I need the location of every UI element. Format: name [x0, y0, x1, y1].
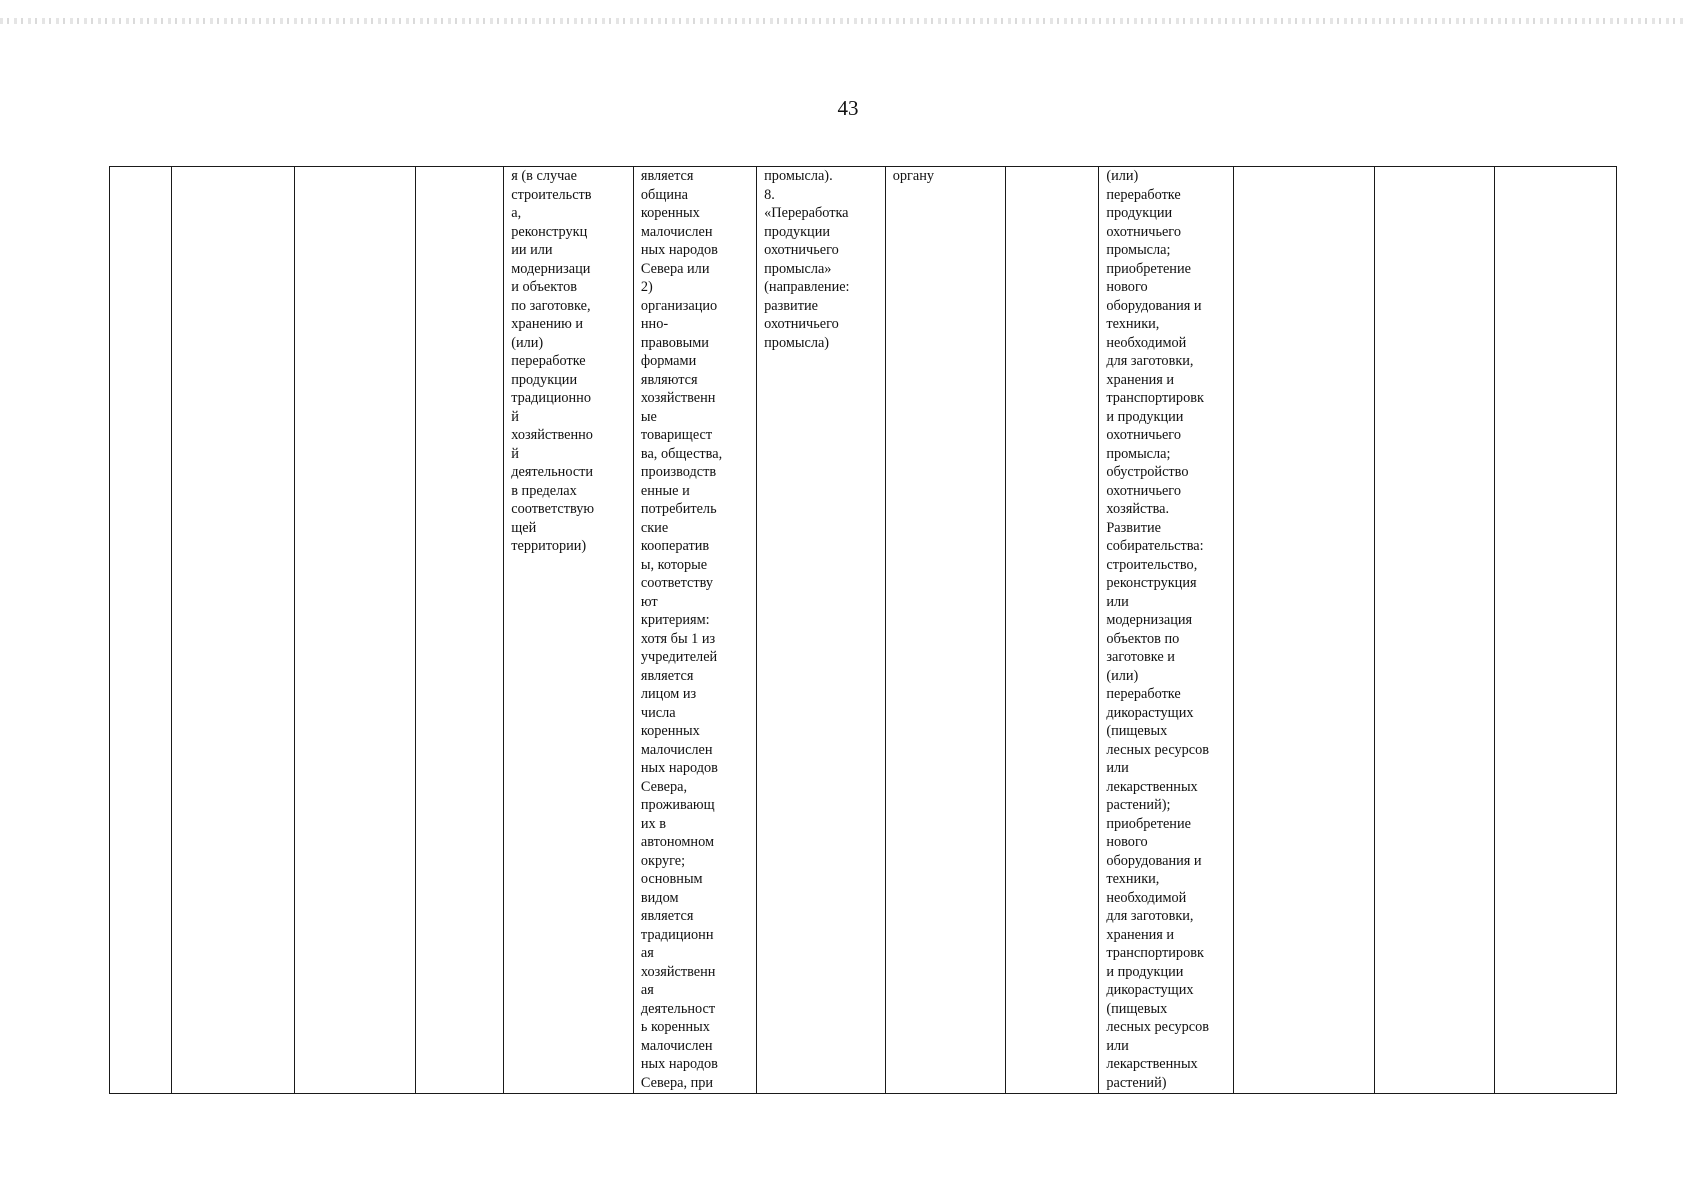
data-table: [109, 166, 1617, 1094]
table-cell-3: [294, 167, 415, 1094]
scan-edge-noise: [0, 18, 1686, 24]
table-cell-8: [885, 167, 1005, 1094]
cell-text-6: является община коренных малочислен ных народов Севера или 2) организацио нно- правовыми формами являются хозяйственн ые товарищест ва, общества, производств енные и потребитель ские кооператив ы, которые соответству ют критериям: хотя бы 1 из учредителей является лицом из числа коренных малочислен ных народов Севера, проживающ их в автономном округе; основным видом является традиционн ая хозяйственн ая деятельност ь коренных малочислен ных народов Севера, при: [640, 168, 723, 1091]
table-cell-7: [757, 167, 886, 1094]
cell-text-10: (или) переработке продукции охотничьего промысла; приобретение нового оборудования и техники, необходимой для заготовки, хранения и транспортировк и продукции охотничьего промысла; обустройство охотничьего хозяйства. Развитие собирательства: строительство, реконструкция или модернизация объектов по заготовке и (или) переработке дикорастущих (пищевых лесных ресурсов или лекарственных растений); приобретение нового оборудования и техники, необходимой для заготовки, хранения и транспортировк и продукции дикорастущих (пищевых лесных ресурсов или лекарственных растений): [1106, 168, 1210, 1091]
page-number: 43: [837, 96, 859, 120]
table-cell-11: [1234, 167, 1374, 1094]
table-cell-4: [416, 167, 504, 1094]
table-cell-5: [504, 167, 634, 1094]
table-cell-2: [171, 167, 294, 1094]
table-cell-6: [633, 167, 756, 1094]
cell-text-5: я (в случае строительств а, реконструкц ии или модернизаци и объектов по заготовке, хранению и (или) переработке продукции традиционно й хозяйственно й деятельности в пределах соответствую щей территории): [511, 168, 595, 554]
table-cell-12: [1374, 167, 1494, 1094]
table-cell-10: [1099, 167, 1234, 1094]
table-row: [110, 167, 1617, 1094]
table-cell-13: [1494, 167, 1616, 1094]
cell-text-8: органу: [892, 168, 935, 184]
cell-text-7: промысла). 8. «Переработка продукции охотничьего промысла» (направление: развитие охотничьего промысла): [764, 168, 850, 351]
table-cell-9: [1005, 167, 1099, 1094]
table-cell-1: [110, 167, 172, 1094]
